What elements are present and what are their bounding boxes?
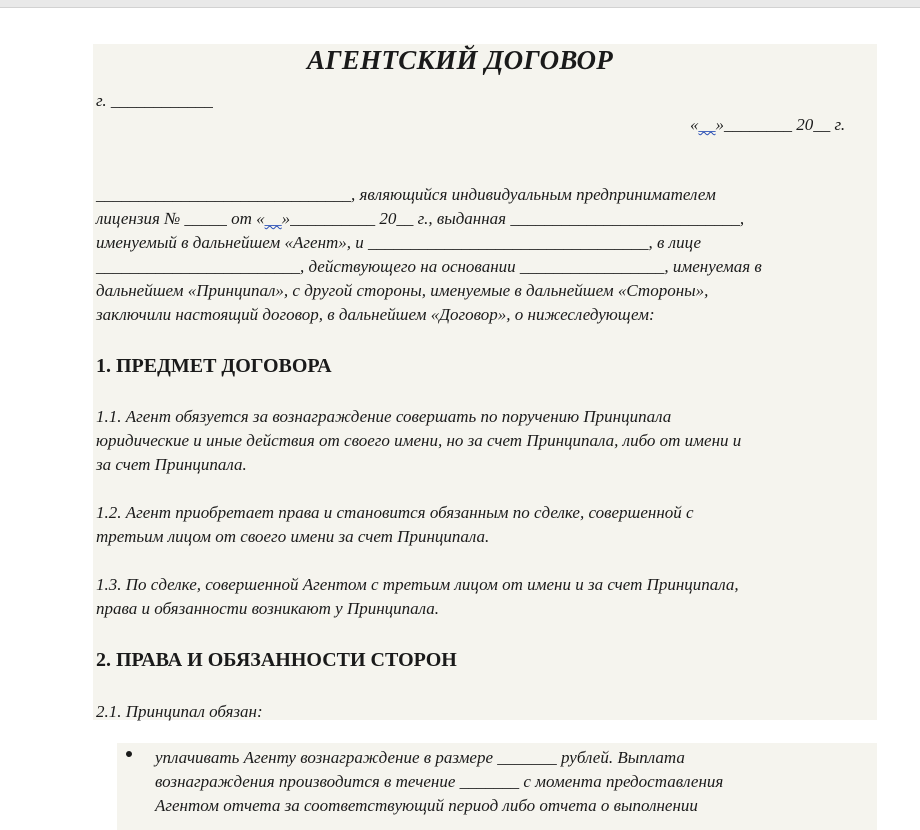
paragraph-line: за счет Принципала. (96, 455, 247, 474)
preamble-line: именуемый в дальнейшем «Агент», и _________________________________, в лице (96, 233, 702, 252)
paragraph-line: третьим лицом от своего имени за счет Принципала. (96, 527, 490, 546)
city-line: г. ____________ (96, 91, 213, 110)
preamble-line: ________________________, действующего на основании _________________, именуемая в (96, 257, 762, 276)
section-heading-1: 1. ПРЕДМЕТ ДОГОВОРА (96, 355, 332, 377)
bullet-icon (126, 751, 132, 757)
spellcheck-mark: __ (698, 115, 716, 134)
preamble-line: дальнейшем «Принципал», с другой стороны, именуемые в дальнейшем «Стороны», (96, 281, 709, 300)
document-title: АГЕНТСКИЙ ДОГОВОР (306, 45, 614, 75)
paragraph-line: 1.2. Агент приобретает права и становится обязанным по сделке, совершенной с (96, 503, 694, 522)
date-line: «__»________ 20__ г. (690, 115, 846, 134)
window-top-edge (0, 0, 920, 8)
paragraph-line: права и обязанности возникают у Принципала. (96, 599, 440, 618)
preamble-line: лицензия № _____ от «__»__________ 20__ г., выданная ___________________________, (96, 209, 745, 228)
paragraph-line: 1.3. По сделке, совершенной Агентом с третьим лицом от имени и за счет Принципала, (96, 575, 739, 594)
preamble-line: заключили настоящий договор, в дальнейшем «Договор», о нижеследующем: (96, 305, 655, 324)
preamble-line: ______________________________, являющийся индивидуальным предпринимателем (96, 185, 716, 204)
spellcheck-mark: __ (264, 209, 282, 228)
list-item-line: Агентом отчета за соответствующий период либо отчета о выполнении (155, 796, 698, 815)
section-heading-2: 2. ПРАВА И ОБЯЗАННОСТИ СТОРОН (96, 649, 457, 671)
paragraph-line: 1.1. Агент обязуется за вознаграждение совершать по поручению Принципала (96, 407, 672, 426)
paragraph-line: 2.1. Принципал обязан: (96, 702, 263, 721)
paragraph-line: юридические и иные действия от своего имени, но за счет Принципала, либо от имени и (96, 431, 742, 450)
list-item-line: вознаграждения производится в течение _______ с момента предоставления (155, 772, 724, 791)
list-item-line: уплачивать Агенту вознаграждение в размере _______ рублей. Выплата (155, 748, 685, 767)
